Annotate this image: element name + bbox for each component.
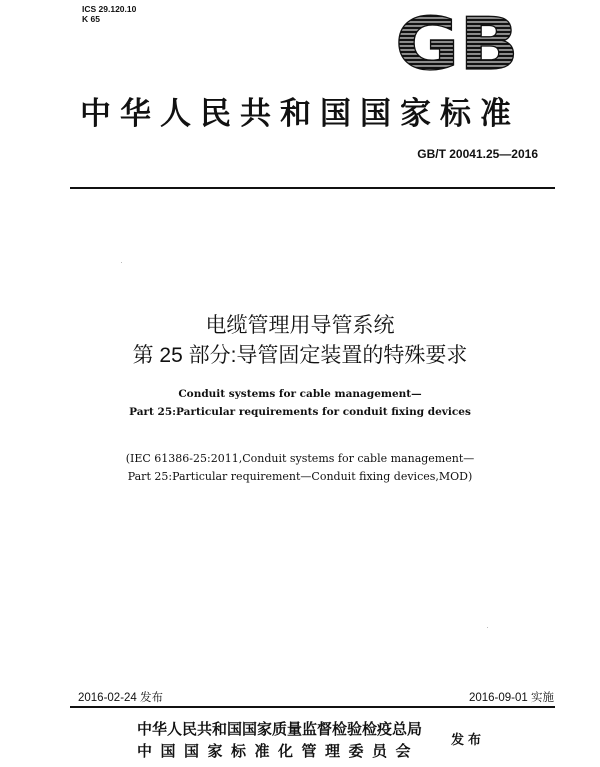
scan-speck bbox=[487, 627, 488, 628]
standard-title: 中华人民共和国国家标准 bbox=[80, 96, 520, 132]
implementation-date: 2016-09-01 实施 bbox=[468, 692, 554, 704]
standard-code: GB/T 20041.25—2016 bbox=[417, 147, 538, 161]
english-title-line-1: Conduit systems for cable management— bbox=[178, 388, 422, 400]
chinese-title-line-2: 第 25 部分:导管固定装置的特殊要求 bbox=[132, 344, 468, 367]
gb-logo-text: GB bbox=[395, 11, 519, 73]
bottom-divider bbox=[70, 706, 555, 708]
ccs-code: K 65 bbox=[82, 14, 100, 24]
iec-reference-line-2: Part 25:Particular requirement—Conduit fixing devices,MOD) bbox=[127, 470, 473, 483]
publisher-org-1: 中华人民共和国国家质量监督检验检疫总局 bbox=[137, 720, 423, 738]
chinese-title-line-1: 电缆管理用导管系统 bbox=[205, 314, 395, 337]
top-divider bbox=[70, 187, 555, 189]
ics-classification bbox=[82, 4, 136, 24]
gb-logo bbox=[393, 11, 521, 73]
issue-date: 2016-02-24 发布 bbox=[78, 692, 164, 704]
scan-speck bbox=[121, 262, 122, 263]
english-title-line-2: Part 25:Particular requirements for conduit fixing devices bbox=[129, 406, 471, 418]
publisher-org-2: 中国国家标准化管理委员会 bbox=[137, 742, 420, 760]
ics-code: ICS 29.120.10 bbox=[82, 4, 137, 14]
iec-reference-line-1: (IEC 61386-25:2011,Conduit systems for cable management— bbox=[125, 452, 475, 465]
publish-label: 发布 bbox=[451, 733, 486, 748]
